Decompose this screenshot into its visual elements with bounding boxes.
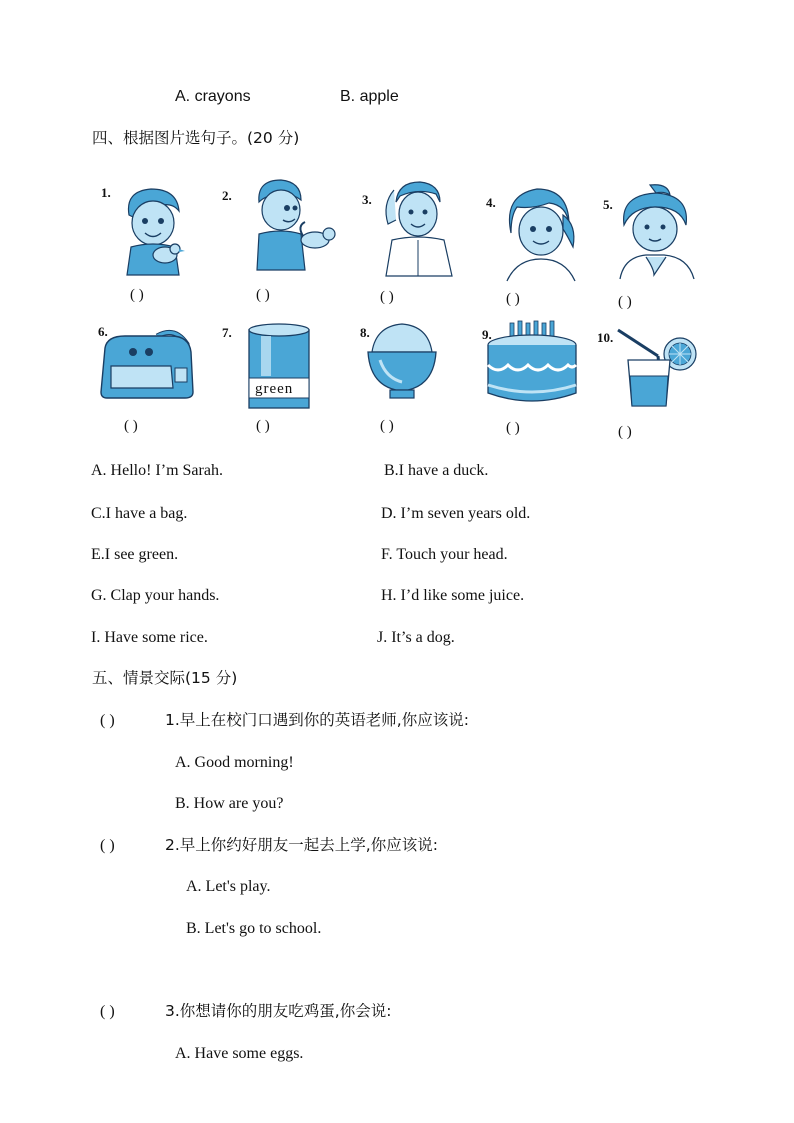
answer-paren-2[interactable]: ( ) bbox=[256, 287, 270, 303]
choice-j: J. It’s a dog. bbox=[377, 629, 455, 646]
picture-number: 2. bbox=[222, 188, 232, 203]
question-3: 3.你想请你的朋友吃鸡蛋,你会说: bbox=[165, 1002, 392, 1020]
picture-number: 10. bbox=[597, 330, 614, 345]
picture-number: 7. bbox=[222, 325, 232, 340]
question-1: 1.早上在校门口遇到你的英语老师,你应该说: bbox=[165, 711, 469, 729]
answer-paren-5[interactable]: ( ) bbox=[618, 294, 632, 310]
boy-with-duck-icon bbox=[113, 185, 197, 283]
q2-option-a: A. Let's play. bbox=[186, 878, 271, 895]
answer-paren-1[interactable]: ( ) bbox=[130, 287, 144, 303]
answer-paren-3[interactable]: ( ) bbox=[380, 289, 394, 305]
choice-d: D. I’m seven years old. bbox=[381, 505, 531, 522]
answer-paren-10[interactable]: ( ) bbox=[618, 424, 632, 440]
option-b-apple: B. apple bbox=[340, 88, 399, 105]
rice-bowl-icon bbox=[366, 320, 438, 402]
picture-number: 6. bbox=[98, 324, 108, 339]
answer-paren-q2[interactable]: ( ) bbox=[100, 837, 115, 854]
q2-option-b: B. Let's go to school. bbox=[186, 920, 322, 937]
section4-title: 四、根据图片选句子。(20 分) bbox=[92, 129, 300, 147]
q1-option-b: B. How are you? bbox=[175, 795, 284, 812]
picture-number: 9. bbox=[482, 327, 492, 342]
choice-i: I. Have some rice. bbox=[91, 629, 208, 646]
juice-glass-icon bbox=[616, 326, 700, 410]
choice-c: C.I have a bag. bbox=[91, 505, 188, 522]
answer-paren-9[interactable]: ( ) bbox=[506, 420, 520, 436]
touch-head-boy-icon bbox=[378, 180, 462, 278]
answer-paren-q1[interactable]: ( ) bbox=[100, 712, 115, 729]
school-bag-icon bbox=[97, 322, 197, 402]
option-a-crayons: A. crayons bbox=[175, 88, 251, 105]
q1-option-a: A. Good morning! bbox=[175, 754, 294, 771]
picture-number: 4. bbox=[486, 195, 496, 210]
girl-face-icon bbox=[497, 185, 581, 283]
clapping-girl-icon bbox=[614, 183, 698, 283]
choice-e: E.I see green. bbox=[91, 546, 179, 563]
choice-g: G. Clap your hands. bbox=[91, 587, 220, 604]
picture-number: 3. bbox=[362, 192, 372, 207]
answer-paren-q3[interactable]: ( ) bbox=[100, 1003, 115, 1020]
choice-a: A. Hello! I’m Sarah. bbox=[91, 462, 223, 479]
answer-paren-6[interactable]: ( ) bbox=[124, 418, 138, 434]
picture-number: 1. bbox=[101, 185, 111, 200]
q3-option-a: A. Have some eggs. bbox=[175, 1045, 304, 1062]
section5-title: 五、情景交际(15 分) bbox=[92, 669, 238, 687]
answer-paren-7[interactable]: ( ) bbox=[256, 418, 270, 434]
can-label: green bbox=[255, 381, 294, 397]
question-2: 2.早上你约好朋友一起去上学,你应该说: bbox=[165, 836, 438, 854]
picture-number: 5. bbox=[603, 197, 613, 212]
boy-with-dog-icon bbox=[235, 178, 339, 273]
choice-b: B.I have a duck. bbox=[384, 462, 489, 479]
choice-h: H. I’d like some juice. bbox=[381, 587, 525, 604]
picture-number: 8. bbox=[360, 325, 370, 340]
birthday-cake-icon bbox=[484, 317, 580, 405]
choice-f: F. Touch your head. bbox=[381, 546, 508, 563]
answer-paren-4[interactable]: ( ) bbox=[506, 291, 520, 307]
answer-paren-8[interactable]: ( ) bbox=[380, 418, 394, 434]
